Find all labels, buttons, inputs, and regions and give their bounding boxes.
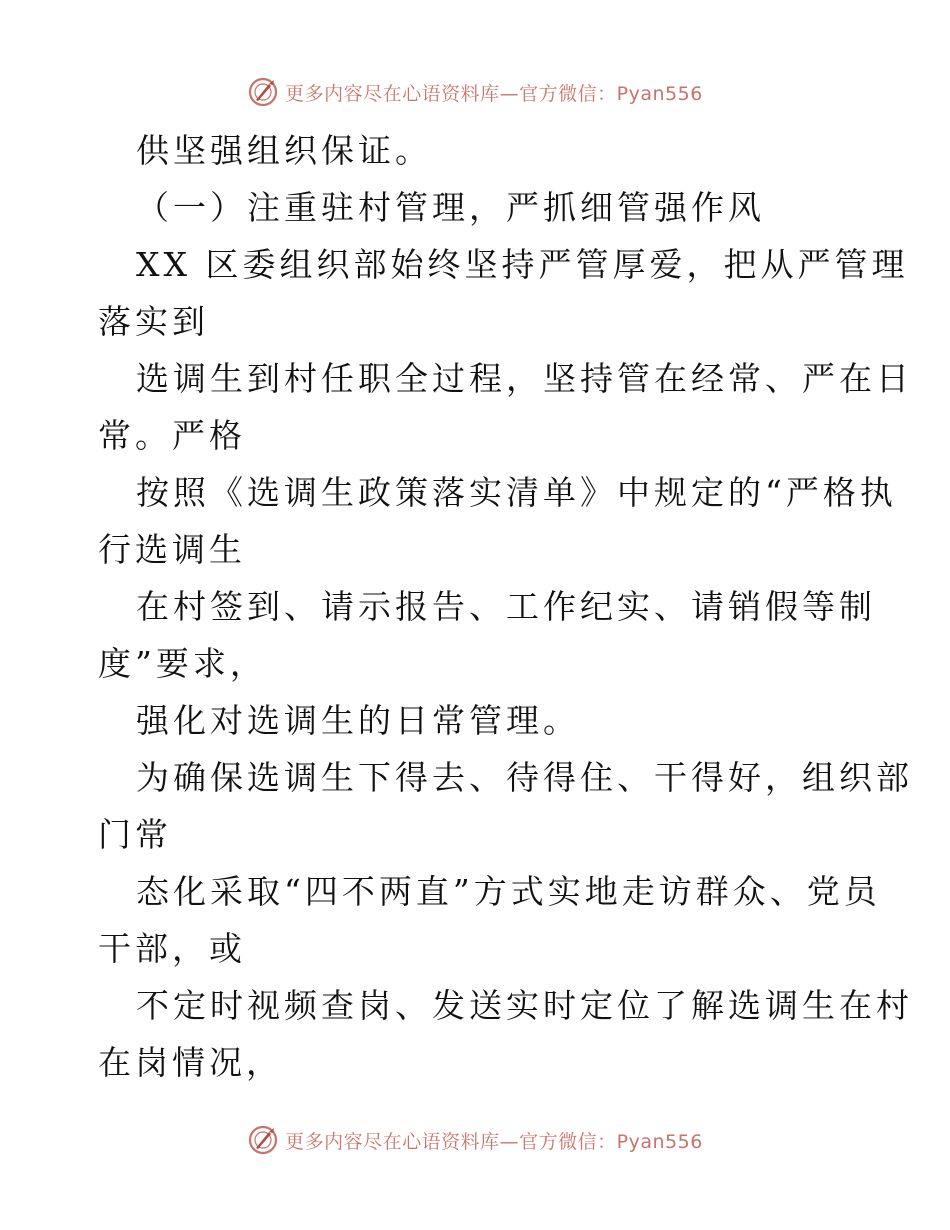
watermark-text: 更多内容尽在心语资料库—官方微信：Pyan556	[285, 1130, 703, 1153]
text-line: 不定时视频查岗、发送实时定位了解选调生在村	[136, 986, 913, 1025]
text-line: 在岗情况，	[98, 1043, 283, 1082]
text-line: 选调生到村任职全过程，坚持管在经常、严在日	[136, 359, 913, 398]
text-line: 干部，或	[98, 929, 246, 968]
text-line: 为确保选调生下得去、待得住、干得好，组织部	[136, 758, 913, 797]
text-line: 态化采取“四不两直”方式实地走访群众、党员	[136, 872, 881, 911]
section-heading: （一）注重驻村管理，严抓细管强作风	[136, 188, 765, 227]
quill-pen-circle-icon	[247, 1124, 279, 1156]
quill-pen-circle-icon	[247, 76, 279, 108]
text-line: 门常	[98, 815, 172, 854]
text-line: 行选调生	[98, 530, 246, 569]
text-line: 落实到	[98, 302, 209, 341]
document-body	[98, 122, 913, 1091]
text-line: 常。严格	[98, 416, 246, 455]
text-line: 强化对选调生的日常管理。	[136, 701, 580, 740]
text-line: 按照《选调生政策落实清单》中规定的“严格执	[136, 473, 897, 512]
footer-watermark	[0, 1120, 950, 1160]
text-line: 供坚强组织保证。	[136, 131, 432, 170]
text-line: XX 区委组织部始终坚持严管厚爱，把从严管理	[136, 245, 909, 284]
watermark-text: 更多内容尽在心语资料库—官方微信：Pyan556	[285, 82, 703, 105]
header-watermark	[0, 72, 950, 112]
text-line: 在村签到、请示报告、工作纪实、请销假等制	[136, 587, 876, 626]
text-line: 度”要求，	[98, 644, 267, 683]
